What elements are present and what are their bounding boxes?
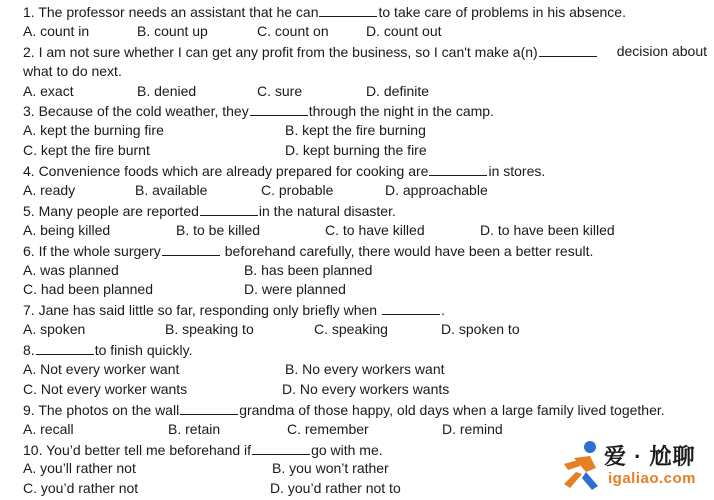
option-d: D. to have been killed: [480, 221, 615, 238]
question-8-options-row2: [23, 380, 707, 400]
stem-text: grandma of those happy, old days when a large family lived together.: [239, 401, 665, 418]
stem-text: beforehand carefully, there would have been a better result.: [224, 242, 594, 259]
option-a: A. Not every worker want: [23, 361, 180, 378]
question-8-options-row1: [23, 360, 707, 380]
option-d: D. were planned: [244, 281, 346, 298]
question-2-options: [23, 82, 707, 102]
option-b: B. you won’t rather: [272, 460, 389, 477]
answer-blank: [539, 42, 597, 57]
question-3-stem: [23, 101, 707, 121]
option-c: C. Not every worker wants: [23, 380, 188, 397]
answer-blank: [200, 201, 258, 216]
option-c: C. you’d rather not: [23, 480, 139, 497]
option-d: D. No every workers wants: [282, 380, 450, 397]
option-a: A. recall: [23, 420, 74, 437]
answer-blank: [180, 400, 238, 415]
option-c: C. to have killed: [325, 221, 425, 238]
option-b: B. retain: [168, 420, 221, 437]
option-a: A. ready: [23, 182, 76, 199]
question-5-stem: [23, 201, 707, 221]
option-a: A. you’ll rather not: [23, 460, 136, 477]
question-1-options: [23, 22, 707, 42]
option-a: A. kept the burning fire: [23, 122, 164, 139]
option-a: A. count in: [23, 22, 90, 39]
question-2-stem-cont: what to do next.: [23, 62, 122, 79]
question-7-stem: [23, 300, 707, 320]
question-2-stem: [23, 42, 707, 62]
option-a: A. spoken: [23, 321, 86, 338]
site-watermark: [560, 438, 710, 494]
stem-text: in stores.: [488, 163, 546, 180]
stem-text: 3. Because of the cold weather, they: [23, 103, 249, 120]
option-b: B. speaking to: [165, 321, 254, 338]
stem-text: to take care of problems in his absence.: [378, 4, 626, 20]
option-d: D. kept burning the fire: [285, 142, 427, 159]
stem-text: go with me.: [311, 441, 383, 458]
stem-text: 7. Jane has said little so far, responding only briefly when: [23, 302, 378, 319]
stem-text: 2. I am not sure whether I can get any profit from the business, so I can't make a(n): [23, 43, 538, 60]
stem-text: in the natural disaster.: [258, 202, 396, 219]
option-c: C. count on: [257, 22, 329, 39]
answer-blank: [319, 2, 377, 17]
option-a: A. was planned: [23, 261, 119, 278]
option-d: D. spoken to: [441, 321, 520, 338]
question-3-options-row2: [23, 141, 707, 161]
answer-blank: [250, 101, 308, 116]
answer-blank: [162, 241, 220, 256]
option-b: B. No every workers want: [285, 361, 445, 378]
option-b: B. kept the fire burning: [285, 122, 426, 139]
watermark-title: 爱 · 尬聊: [604, 444, 696, 469]
question-4-stem: [23, 161, 707, 181]
option-d: D. approachable: [385, 182, 488, 199]
question-6-options-row2: [23, 280, 707, 300]
question-8-stem: [23, 340, 707, 360]
option-c: C. probable: [261, 182, 334, 199]
option-c: C. sure: [257, 82, 303, 99]
stem-text: 8.: [23, 342, 35, 359]
stem-text: 6. If the whole surgery: [23, 242, 161, 259]
question-sheet: [23, 2, 707, 499]
answer-blank: [252, 440, 310, 455]
stem-text: 4. Convenience foods which are already prepared for cooking are: [23, 163, 429, 180]
option-b: B. available: [135, 182, 208, 199]
runner-logo-icon: [560, 438, 606, 494]
option-b: B. count up: [137, 22, 208, 39]
stem-text: through the night in the camp.: [308, 103, 494, 120]
option-c: C. had been planned: [23, 281, 153, 298]
option-b: B. has been planned: [244, 261, 373, 278]
option-c: C. remember: [287, 420, 369, 437]
stem-text: .: [441, 302, 445, 319]
option-c: C. speaking: [314, 321, 388, 338]
question-3-options-row1: [23, 121, 707, 141]
option-d: D. count out: [366, 22, 442, 39]
answer-blank: [36, 340, 94, 355]
watermark-url: igaliao.com: [608, 470, 697, 487]
option-a: A. being killed: [23, 221, 111, 238]
option-b: B. to be killed: [176, 221, 261, 238]
option-a: A. exact: [23, 82, 74, 99]
question-5-options: [23, 221, 707, 241]
question-1-stem: [23, 2, 707, 22]
question-4-options: [23, 181, 707, 201]
option-c: C. kept the fire burnt: [23, 142, 150, 159]
stem-text: to finish quickly.: [94, 342, 193, 359]
option-b: B. denied: [137, 82, 197, 99]
stem-text: 1. The professor needs an assistant that he can: [23, 4, 319, 20]
question-6-options-row1: [23, 261, 707, 281]
question-6-stem: [23, 241, 707, 261]
stem-text: 10. You’d better tell me beforehand if: [23, 441, 252, 458]
answer-blank: [382, 300, 440, 315]
question-9-stem: [23, 400, 707, 420]
stem-text: 9. The photos on the wall: [23, 401, 180, 418]
option-d: D. remind: [442, 420, 503, 437]
option-d: D. you’d rather not to: [270, 480, 401, 497]
answer-blank: [429, 161, 487, 176]
question-9-options: [23, 420, 707, 440]
stem-text: 5. Many people are reported: [23, 202, 199, 219]
stem-text: decision about: [616, 42, 707, 59]
option-d: D. definite: [366, 82, 430, 99]
question-7-options: [23, 320, 707, 340]
